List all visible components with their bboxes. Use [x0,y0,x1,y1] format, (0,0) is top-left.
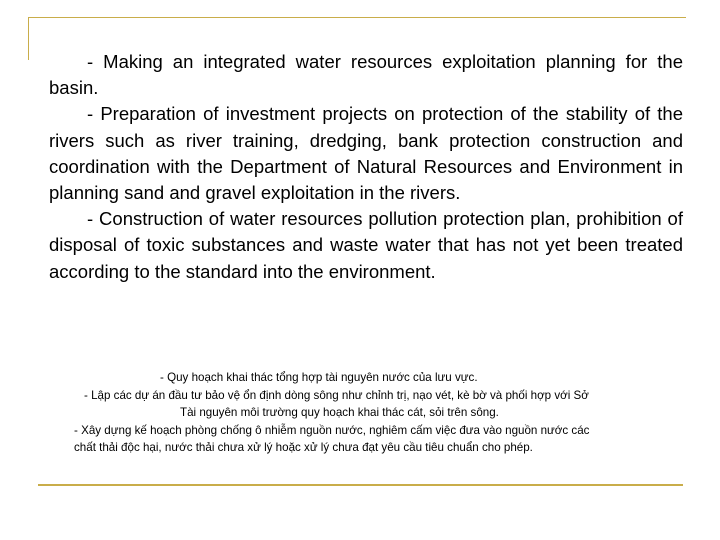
bottom-decorative-rule [38,484,683,486]
english-paragraph-river-stability: - Preparation of investment projects on protection of the stability of the rivers such as river training, dredging, bank protection construction and coordination with the Department of Natural Resources and Environment in planning sand and gravel exploitation in the rivers. [49,103,683,204]
vietnamese-line: Tài nguyên môi trường quy hoạch khai thác cát, sỏi trên sông. [180,406,499,420]
english-paragraph-basin-planning: - Making an integrated water resources exploitation planning for the basin. [49,51,683,99]
english-body-text [49,49,683,285]
english-paragraph-pollution-protection: - Construction of water resources pollution protection plan, prohibition of disposal of toxic substances and waste water that has not yet been treated according to the standard into the environment. [49,208,683,282]
vietnamese-line: chất thải độc hại, nước thải chưa xử lý hoặc xử lý chưa đạt yêu cầu tiêu chuẩn cho phép. [74,441,533,455]
left-decorative-rule [28,17,29,60]
vietnamese-body-text [74,369,702,457]
vietnamese-line: - Xây dựng kế hoạch phòng chống ô nhiễm nguồn nước, nghiêm cấm việc đưa vào nguồn nước các [74,423,590,437]
top-decorative-rule [28,17,686,18]
vietnamese-line: - Quy hoạch khai thác tổng hợp tài nguyên nước của lưu vực. [160,371,478,384]
vietnamese-line: - Lập các dự án đầu tư bảo vệ ổn định dòng sông như chỉnh trị, nạo vét, kè bờ và phối hợp với Sở [84,388,589,402]
